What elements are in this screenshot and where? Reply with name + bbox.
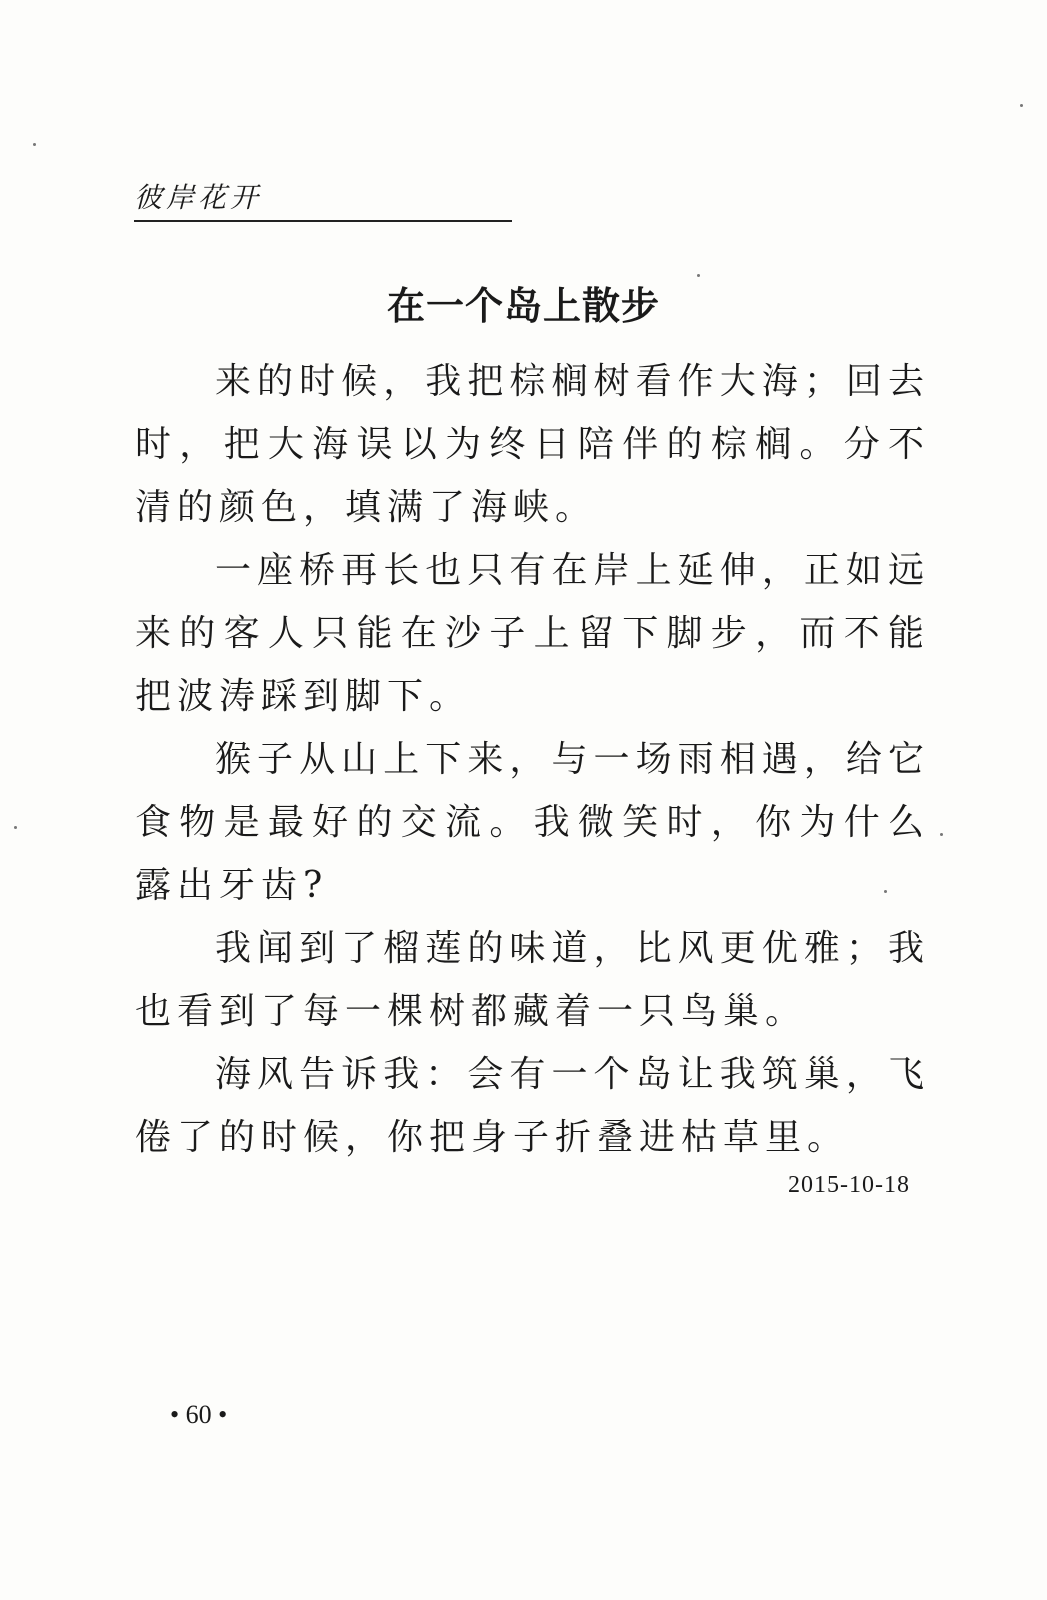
article-body <box>135 350 930 1169</box>
paragraph: 猴子从山上下来，与一场雨相遇，给它食物是最好的交流。我微笑时，你为什么露出牙齿? <box>135 739 930 906</box>
scan-speck <box>697 274 700 277</box>
paragraph: 我闻到了榴莲的味道，比风更优雅；我也看到了每一棵树都藏着一只鸟巢。 <box>135 928 930 1032</box>
scan-speck <box>940 833 943 836</box>
page-number: • 60 • <box>170 1400 228 1429</box>
paragraph: 一座桥再长也只有在岸上延伸，正如远来的客人只能在沙子上留下脚步，而不能把波涛踩到脚下。 <box>135 550 930 717</box>
article-title: 在一个岛上散步 <box>386 283 660 328</box>
article-date: 2015-10-18 <box>788 1172 910 1198</box>
scan-speck <box>1020 104 1023 107</box>
running-header <box>134 180 512 222</box>
scan-speck <box>33 143 36 146</box>
paragraph: 来的时候，我把棕榈树看作大海；回去时，把大海误以为终日陪伴的棕榈。分不清的颜色，填满了海峡。 <box>135 361 930 528</box>
scan-speck <box>14 826 17 829</box>
running-header-title: 彼岸花开 <box>134 181 263 214</box>
paragraph: 海风告诉我：会有一个岛让我筑巢，飞倦了的时候，你把身子折叠进枯草里。 <box>135 1054 930 1158</box>
scan-speck <box>884 890 887 893</box>
